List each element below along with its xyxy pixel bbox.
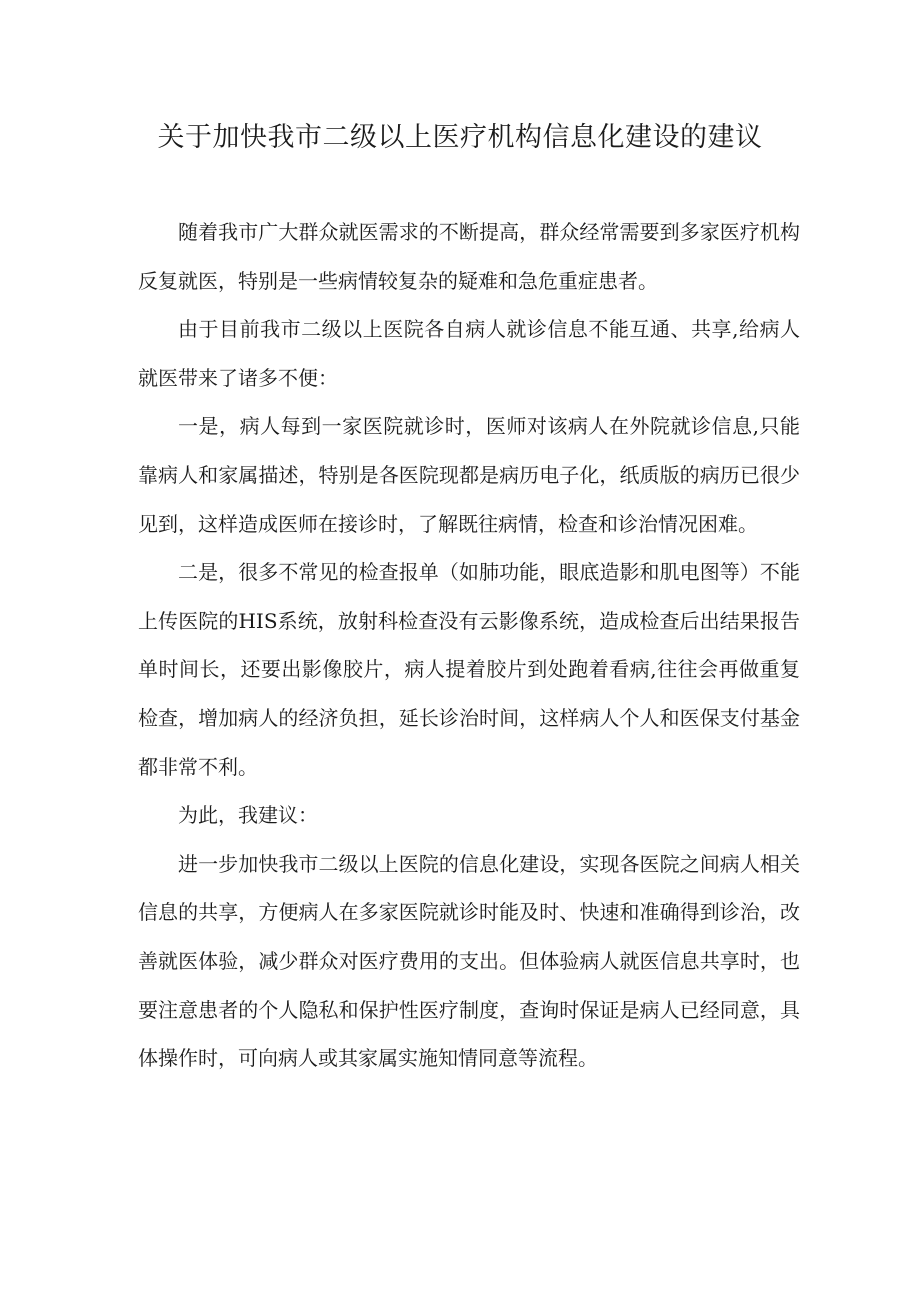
document-body — [138, 208, 800, 1083]
paragraph-suggestion: 进一步加快我市二级以上医院的信息化建设，实现各医院之间病人相关信息的共享，方便病人在多家医院就诊时能及时、快速和准确得到诊治，改善就医体验，减少群众对医疗费用的支出。但体验病人就医信息共享时，也要注意患者的个人隐私和保护性医疗制度，查询时保证是病人已经同意，具体操作时，可向病人或其家属实施知情同意等流程。 — [138, 851, 800, 1071]
paragraph-problem: 由于目前我市二级以上医院各自病人就诊信息不能互通、共享,给病人就医带来了诸多不便： — [138, 317, 800, 390]
paragraph-suggestion-lead: 为此，我建议： — [178, 803, 318, 828]
paragraph-point-two: 二是，很多不常见的检查报单（如肺功能，眼底造影和肌电图等）不能上传医院的HIS系统，放射科检查没有云影像系统，造成检查后出结果报告单时间长，还要出影像胶片，病人提着胶片到处跑着看病,往往会再做重复检查，增加病人的经济负担，延长诊治时间，这样病人个人和医保支付基金都非常不利。 — [138, 560, 800, 779]
paragraph-intro: 随着我市广大群众就医需求的不断提高，群众经常需要到多家医疗机构反复就医，特别是一些病情较复杂的疑难和急危重症患者。 — [138, 220, 800, 293]
document-title: 关于加快我市二级以上医疗机构信息化建设的建议 — [157, 122, 763, 153]
paragraph-point-one: 一是，病人每到一家医院就诊时，医师对该病人在外院就诊信息,只能靠病人和家属描述，特别是各医院现都是病历电子化，纸质版的病历已很少见到，这样造成医师在接诊时，了解既往病情，检查和诊治情况困难。 — [138, 414, 800, 536]
